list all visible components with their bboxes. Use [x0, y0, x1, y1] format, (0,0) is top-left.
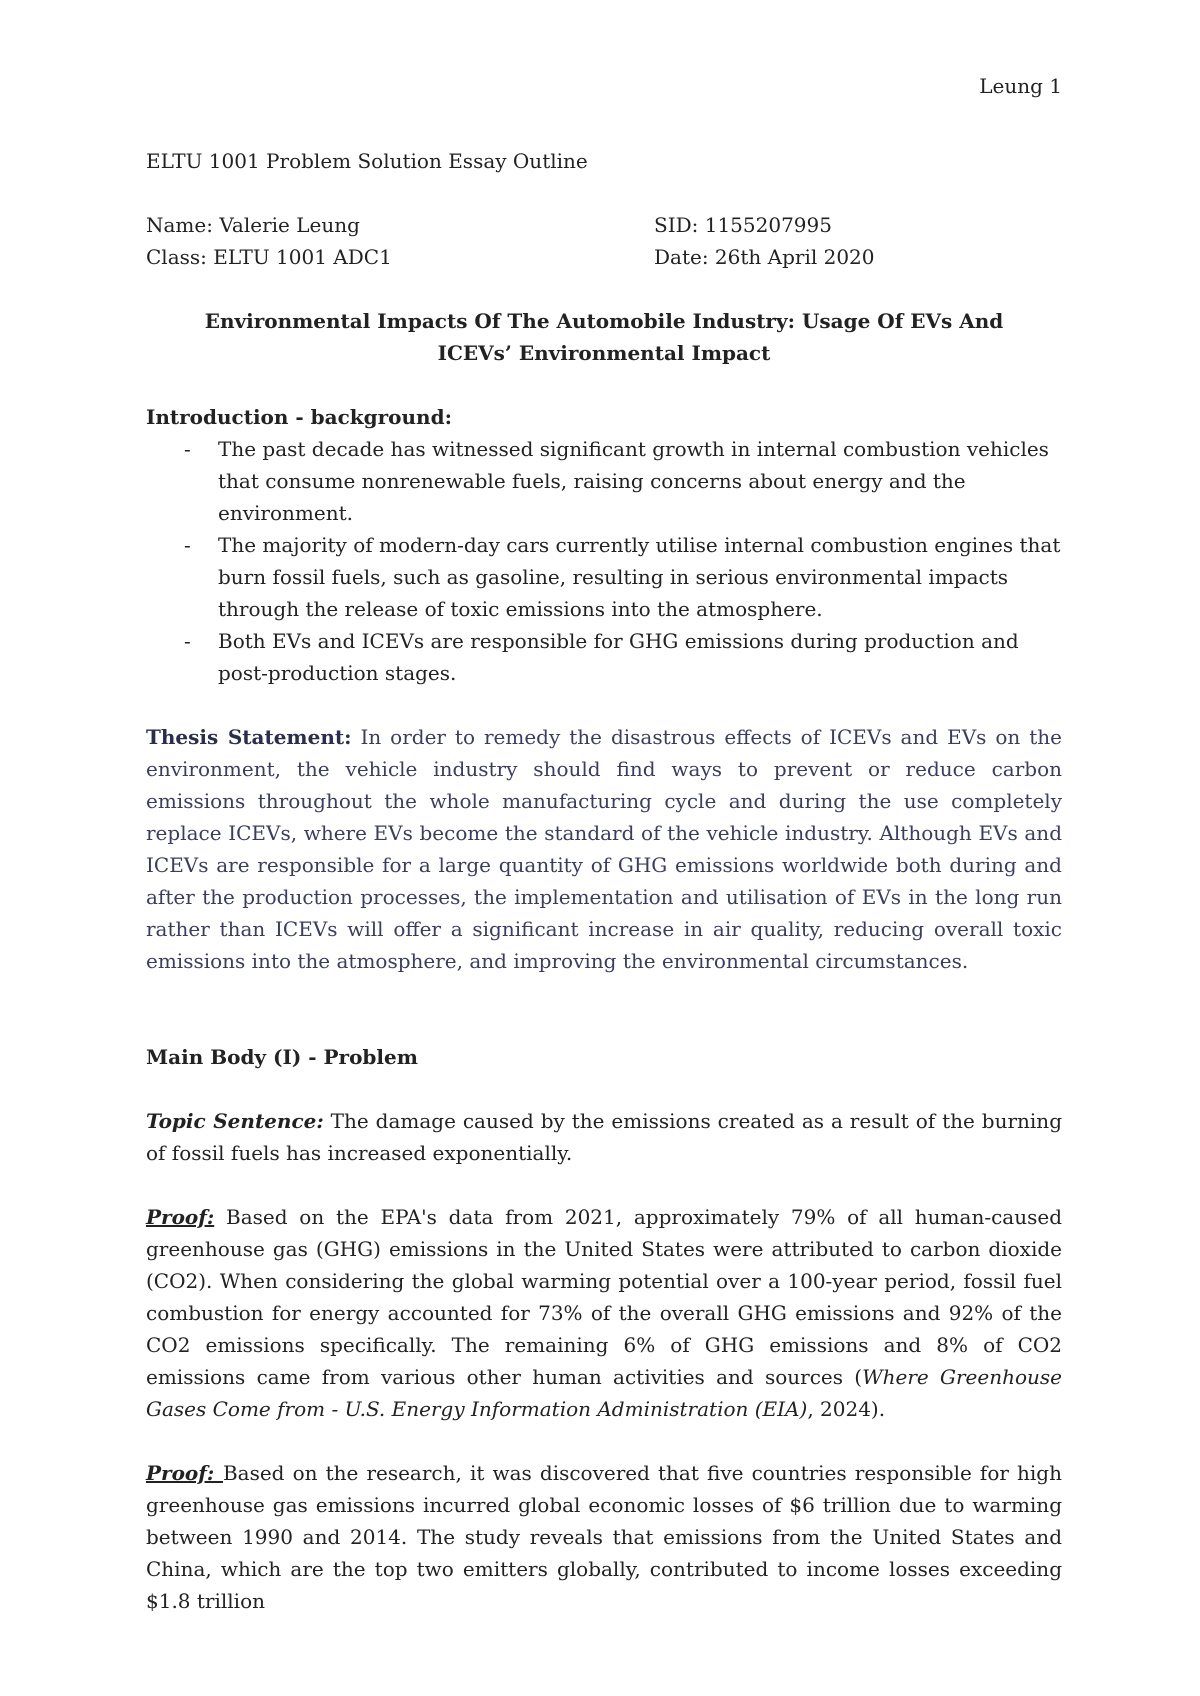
bullet-item: - The majority of modern-day cars currently utilise internal combustion engines that burn fossil fuels, such as gasoline, resulting in serious environmental impacts through the release of toxic emissions into the atmosphere. [146, 529, 1062, 625]
page-number: Leung 1 [979, 74, 1062, 98]
submission-date: Date: 26th April 2020 [654, 245, 875, 269]
proof-text: Based on the EPA's data from 2021, approximately 79% of all human-caused greenhouse gas (GHG) emissions in the United States were attributed to carbon dioxide (CO2). When considering the global warming potential over a 100-year period, fossil fuel combustion for energy accounted for 73% of the overall GHG emissions and 92% of the CO2 emissions specifically. The remaining 6% of GHG emissions and 8% of CO2 emissions came from various other human activities and sources ( [146, 1205, 1062, 1389]
topic-sentence-label: Topic Sentence: [146, 1109, 324, 1133]
student-sid: SID: 1155207995 [654, 213, 832, 237]
course-title: ELTU 1001 Problem Solution Essay Outline [146, 149, 588, 173]
bullet-item: - The past decade has witnessed significant growth in internal combustion vehicles that consume nonrenewable fuels, raising concerns about energy and the environment. [146, 433, 1062, 529]
thesis-label: Thesis Statement: [146, 725, 352, 749]
proof-label: Proof: [146, 1461, 223, 1485]
proof-label: Proof: [146, 1205, 215, 1229]
thesis-paragraph [146, 721, 1062, 977]
introduction-bullets [146, 433, 1062, 689]
thesis-text: In order to remedy the disastrous effects of ICEVs and EVs on the environment, the vehicle industry should find ways to prevent or reduce carbon emissions throughout the whole manufacturing cycle and during the use completely replace ICEVs, where EVs become the standard of the vehicle industry. Although EVs and ICEVs are responsible for a large quantity of GHG emissions worldwide both during and after the production processes, the implementation and utilisation of EVs in the long run rather than ICEVs will offer a significant increase in air quality, reducing overall toxic emissions into the atmosphere, and improving the environmental circumstances. [146, 725, 1062, 973]
document-body [146, 145, 1062, 1617]
citation-title: Where Greenhouse Gases Come from - U.S. Energy Information Administration (EIA) [146, 1365, 1062, 1421]
student-name: Name: Valerie Leung [146, 213, 360, 237]
student-class: Class: ELTU 1001 ADC1 [146, 245, 392, 269]
student-info [146, 209, 1062, 273]
essay-title: Environmental Impacts Of The Automobile Industry: Usage Of EVs And ICEVs’ Environmental Impact [204, 309, 1004, 365]
proof-paragraph-1 [146, 1201, 1062, 1425]
proof-paragraph-2 [146, 1457, 1062, 1617]
proof-text: Based on the research, it was discovered that five countries responsible for high greenhouse gas emissions incurred global economic losses of $6 trillion due to warming between 1990 and 2014. The study reveals that emissions from the United States and China, which are the top two emitters globally, contributed to income losses exceeding $1.8 trillion [146, 1461, 1062, 1613]
introduction-heading: Introduction - background: [146, 405, 452, 429]
main-body-heading: Main Body (I) - Problem [146, 1045, 418, 1069]
topic-sentence-paragraph [146, 1105, 1062, 1169]
topic-sentence-text: The damage caused by the emissions created as a result of the burning of fossil fuels has increased exponentially. [146, 1109, 1062, 1165]
citation-year: , 2024). [807, 1397, 886, 1421]
bullet-item: - Both EVs and ICEVs are responsible for GHG emissions during production and post-production stages. [146, 625, 1062, 689]
